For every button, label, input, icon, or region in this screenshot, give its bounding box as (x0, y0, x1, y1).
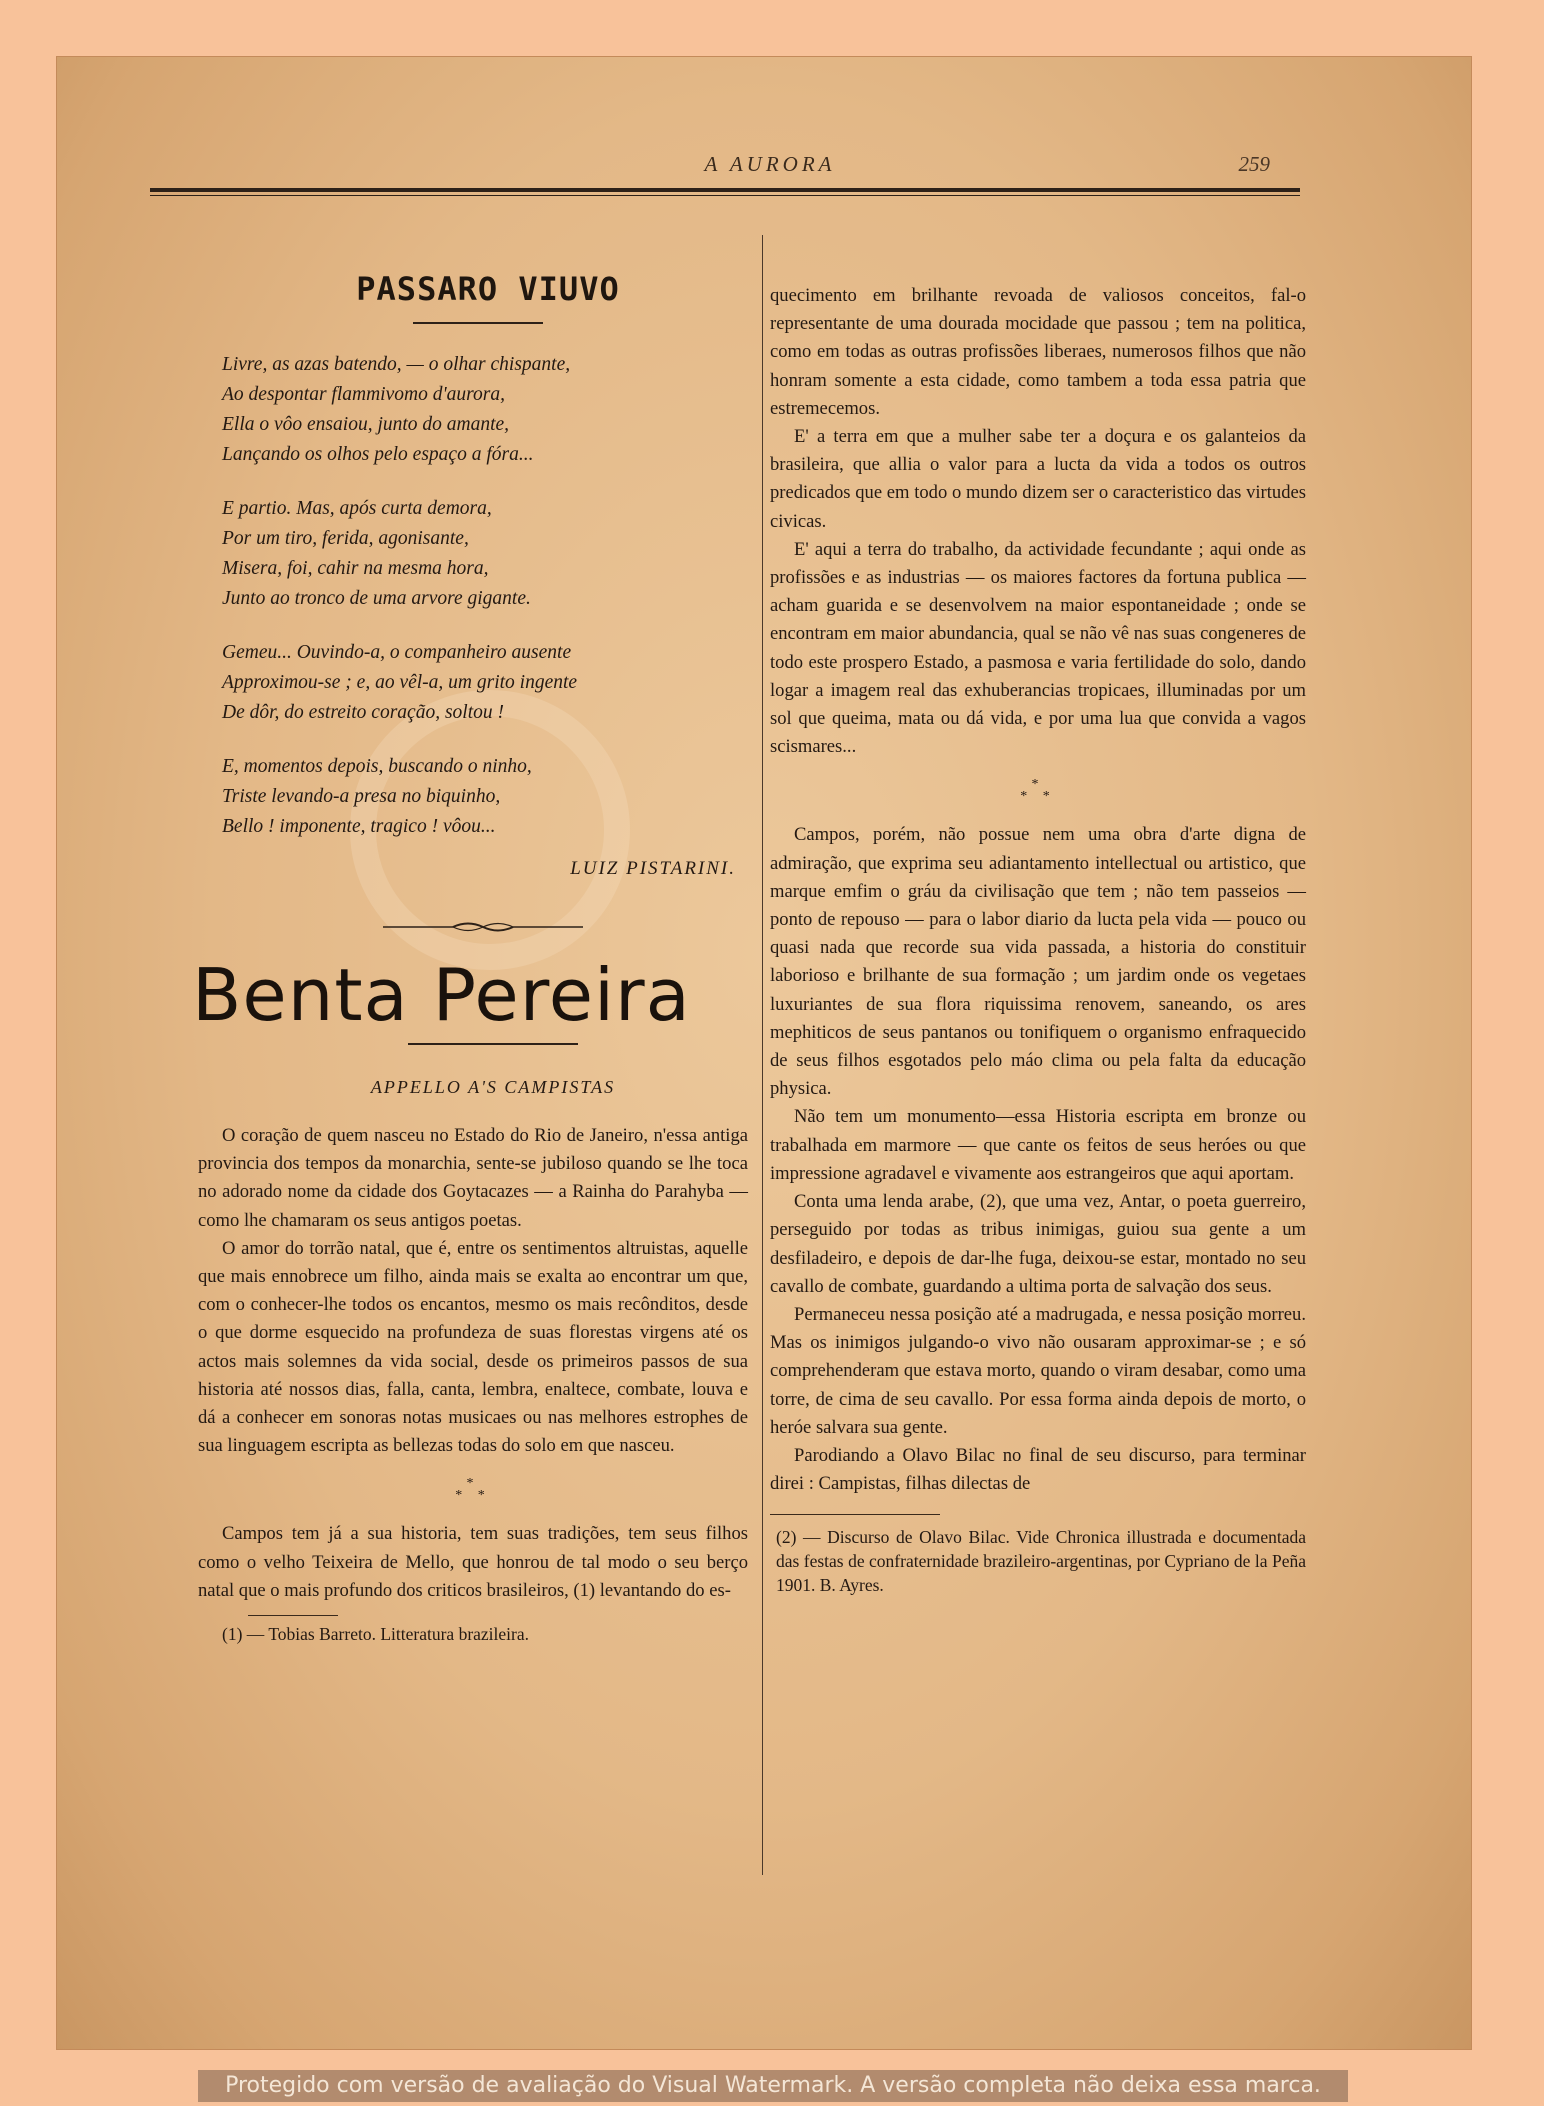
poem-stanza (222, 494, 748, 614)
poem-stanza (222, 638, 748, 728)
article-paragraph: quecimento em brilhante revoada de valiosos conceitos, fal-o representante de uma dourada mocidade que passou ; tem na politica, como em todas as outras profissões liberaes, numerosos filhos que não honram somente a esta cidade, como tambem a toda essa patria que estremecemos. (770, 285, 1306, 419)
article-paragraph: Parodiando a Olavo Bilac no final de seu discurso, para terminar direi : Campistas, filhas dilectas de (770, 1444, 1306, 1495)
poem-verse: Approximou-se ; e, ao vêl-a, um grito ingente (222, 672, 578, 693)
poem-title-rule (413, 322, 543, 324)
periodical-title: A AURORA (704, 152, 836, 176)
column-divider (762, 235, 763, 1875)
poem-verse: Gemeu... Ouvindo-a, o companheiro ausente (222, 642, 572, 663)
poem-verse: Ella o vôo ensaiou, junto do amante, (222, 414, 510, 435)
article-paragraph: O amor do torrão natal, que é, entre os sentimentos altruistas, aquelle que mais ennobrece um filho, ainda mais se exalta ao encontrar um que, com o conhecer-lhe todos os encantos, mesmo os mais recônditos, desde o que dorme esquecido na profundeza de suas florestas virgens até os actos mais solemnes da vida social, desde os primeiros passos de sua historia até nossos dias, falla, canta, lembra, enaltece, combate, louva e dá a conhecer em sonoras notas musicaes ou nas melhores estrophes de sua linguagem escripta as bellezas todas do solo em que nasceu. (198, 1237, 748, 1457)
article-subtitle: APPELLO A'S CAMPISTAS (370, 1077, 616, 1097)
ornament-divider (208, 920, 758, 939)
asterism: * * * (455, 1476, 491, 1504)
asterism: * * * (1020, 777, 1056, 805)
right-column (770, 282, 1306, 1597)
poem-verse: Misera, foi, cahir na mesma hora, (222, 558, 489, 579)
article-paragraph: E' a terra em que a mulher sabe ter a doçura e os galanteios da brasileira, que allia o valor para a lucta da vida a todos os outros predicados que em todo o mundo dizem ser o caracteristico das virtudes civicas. (770, 426, 1306, 532)
article-paragraph: Conta uma lenda arabe, (2), que uma vez, Antar, o poeta guerreiro, perseguido por todas as tribus inimigas, guiou sua gente a um desfiladeiro, e depois de dar-lhe fuga, deixou-se estar, montado no seu cavallo de combate, guardando a ultima porta de salvação dos seus. (770, 1191, 1306, 1297)
article-paragraph: Não tem um monumento—essa Historia escripta em bronze ou trabalhada em marmore — que cante os feitos de seus heróes ou que impressione agradavel e vivamente aos estrangeiros que aqui aportam. (770, 1106, 1306, 1184)
poem-verse: Ao despontar flammivomo d'aurora, (222, 384, 505, 405)
footnote-rule (770, 1514, 940, 1515)
poem-verse: Livre, as azas batendo, — o olhar chispante, (222, 354, 571, 375)
poem-verse: E partio. Mas, após curta demora, (222, 498, 492, 519)
page-number: 259 (1238, 152, 1270, 176)
article-paragraph: O coração de quem nasceu no Estado do Rio de Janeiro, n'essa antiga provincia dos tempos da monarchia, sente-se jubiloso quando se lhe toca no adorado nome da cidade dos Goytacazes — a Rainha do Parahyba — como lhe chamaram os seus antigos poetas. (198, 1125, 748, 1231)
poem-verse: Por um tiro, ferida, agonisante, (222, 528, 469, 549)
poem-title: PASSARO VIUVO (356, 270, 620, 308)
article-paragraph: Permaneceu nessa posição até a madrugada, e nessa posição morreu. Mas os inimigos julgando-o vivo não ousaram approximar-se ; e só comprehenderam que estava morto, quando o viram desabar, como uma torre, de cima de seu cavallo. Por essa forma ainda depois de morto, o heróe salvara sua gente. (770, 1303, 1306, 1438)
poem-verse: Junto ao tronco de uma arvore gigante. (222, 588, 531, 609)
article-paragraph: Campos, porém, não possue nem uma obra d'arte digna de admiração, que exprima seu adiantamento intellectual ou artistico, que marque emfim o gráu da civilisação que tem ; não tem passeios — ponto de repouso — para o labor diario da lucta pela vida — pouco ou quasi nada que recorde sua vida passada, a historia do constituir laborioso e brilhante de sua formação ; um jardim onde os vegetaes luxuriantes de sua flora riquissima renovem, saneando, os ares mephiticos de seus pantanos ou tonifiquem o organismo enfraquecido de seus filhos esgotados pelo máo clima ou pela falta da educação physica. (770, 824, 1306, 1100)
header-rule-thin (150, 195, 1300, 196)
article-title: Benta Pereira (192, 953, 691, 1037)
footnote: (1) — Tobias Barreto. Litteratura brazileira. (222, 1624, 530, 1645)
article-paragraph: E' aqui a terra do trabalho, da actividade fecundante ; aqui onde as profissões e as industrias — os maiores factores da fortuna publica — acham guarida e se desenvolvem na maior espontaneidade ; onde se encontram em maior abundancia, qual se não vê nas suas congeneres de todo este prospero Estado, a pasmosa e varia fertilidade do solo, dando logar a imagem real das exhuberancias tropicaes, illuminadas por um sol que queima, mata ou dá vida, e por uma lua que convida a vagos scismares... (770, 538, 1306, 758)
article-paragraph: Campos tem já a sua historia, tem suas tradições, tem seus filhos como o velho Teixeira de Mello, que honrou de tal modo o seu berço natal que o mais profundo dos criticos brasileiros, (1) levantando do es- (198, 1523, 748, 1601)
poem-stanza (222, 350, 748, 470)
poem-verse: E, momentos depois, buscando o ninho, (222, 756, 532, 777)
footnote-rule (248, 1615, 338, 1616)
left-column (192, 270, 748, 1646)
poem-author: LUIZ PISTARINI. (570, 858, 736, 879)
poem-verse: Triste levando-a presa no biquinho, (222, 786, 501, 807)
poem-stanza (222, 752, 748, 842)
header-rule (150, 188, 1300, 192)
article-title-rule (408, 1043, 578, 1045)
watermark-notice: Protegido com versão de avaliação do Visual Watermark. A versão completa não deixa essa marca. (198, 2070, 1348, 2102)
poem-verse: Lançando os olhos pelo espaço a fóra... (222, 444, 534, 465)
ornament-icon (383, 920, 583, 934)
poem-verse: Bello ! imponente, tragico ! vôou... (222, 816, 496, 837)
poem-verse: De dôr, do estreito coração, soltou ! (222, 702, 504, 723)
footnote: (2) — Discurso de Olavo Bilac. Vide Chronica illustrada e documentada das festas de confraternidade brazileiro-argentinas, por Cypriano de la Peña 1901. B. Ayres. (776, 1527, 1306, 1596)
